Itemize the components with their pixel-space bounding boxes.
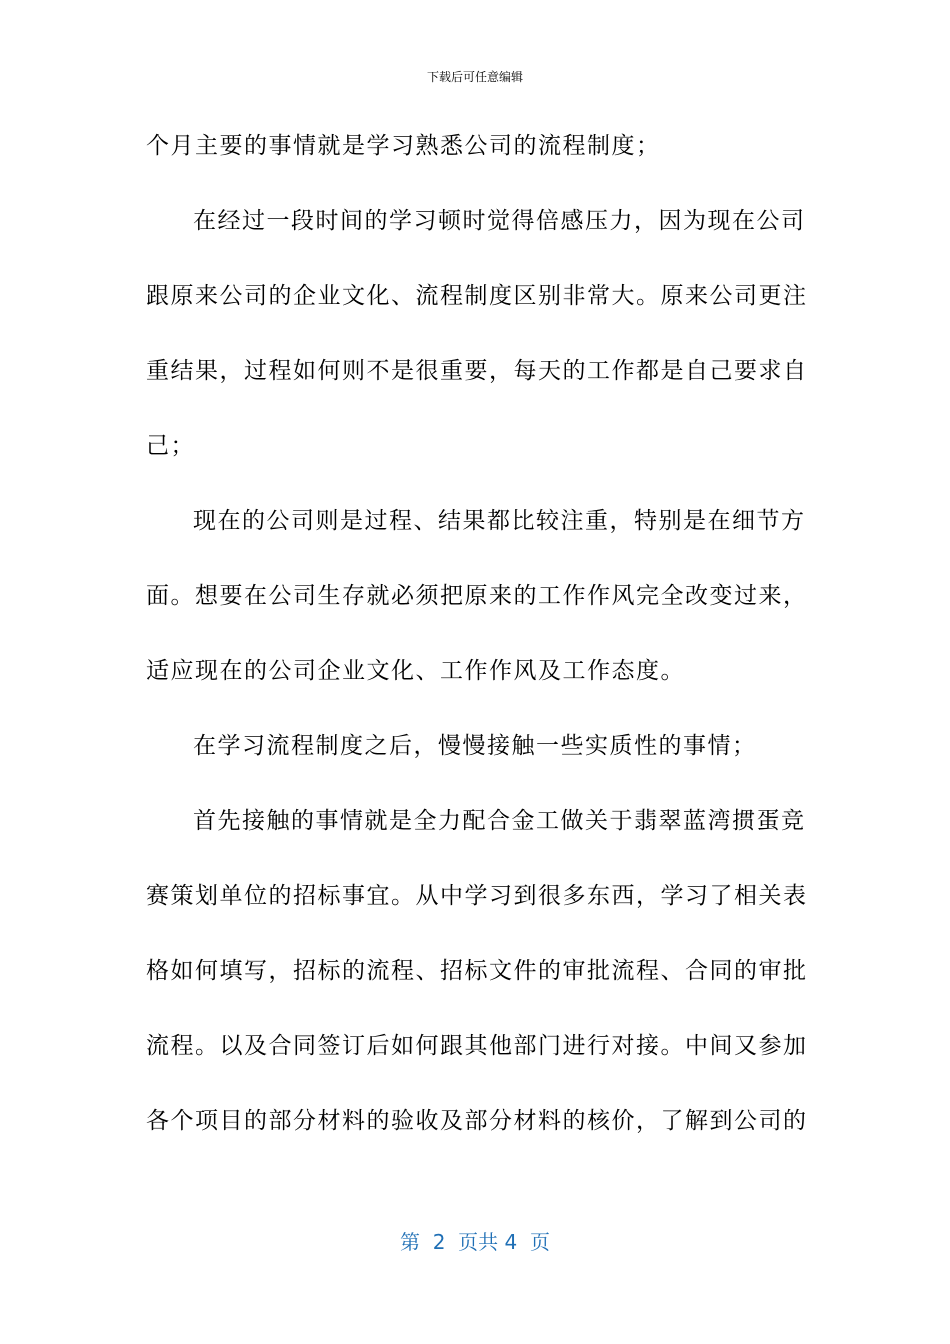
text-line: 各个项目的部分材料的验收及部分材料的核价，了解到公司的	[146, 1108, 808, 1134]
page-number: 第 2 页共 4 页	[400, 1230, 550, 1254]
text-line: 格如何填写，招标的流程、招标文件的审批流程、合同的审批	[146, 958, 808, 984]
text-line: 适应现在的公司企业文化、工作作风及工作态度。	[146, 658, 685, 684]
text-line: 在学习流程制度之后，慢慢接触一些实质性的事情；	[193, 733, 757, 759]
text-line: 面。想要在公司生存就必须把原来的工作作风完全改变过来，	[146, 583, 808, 609]
text-line: 个月主要的事情就是学习熟悉公司的流程制度；	[146, 133, 661, 159]
text-line: 己；	[146, 433, 195, 459]
text-line: 赛策划单位的招标事宜。从中学习到很多东西，学习了相关表	[146, 883, 808, 909]
document-body	[146, 126, 808, 1176]
text-line: 首先接触的事情就是全力配合金工做关于翡翠蓝湾掼蛋竞	[193, 808, 806, 834]
text-line: 现在的公司则是过程、结果都比较注重，特别是在细节方	[193, 508, 806, 534]
text-line: 在经过一段时间的学习顿时觉得倍感压力，因为现在公司	[193, 208, 806, 234]
text-line: 跟原来公司的企业文化、流程制度区别非常大。原来公司更注	[146, 283, 808, 309]
text-line: 重结果，过程如何则不是很重要，每天的工作都是自己要求自	[146, 358, 808, 384]
text-line: 流程。以及合同签订后如何跟其他部门进行对接。中间又参加	[146, 1033, 808, 1059]
header-note: 下载后可任意编辑	[426, 70, 523, 84]
